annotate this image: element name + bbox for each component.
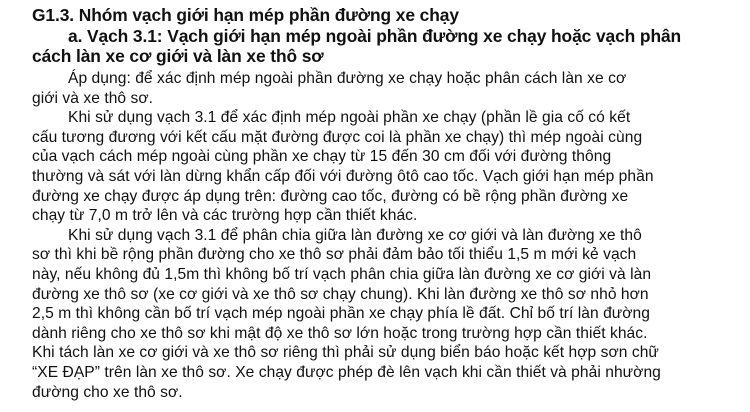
paragraph-line: chạy từ 7,0 m trở lên và các trường hợp cần thiết khác. (32, 207, 418, 225)
paragraph-line: Khi sử dụng vạch 3.1 để phân chia giữa làn đường xe cơ giới và làn đường xe thô (68, 226, 642, 244)
paragraph-line: sơ thì khi bề rộng phần đường cho xe thô sơ phải đảm bảo tối thiểu 1,5 m mới kẻ vạch (32, 246, 637, 264)
paragraph-lane-separation (32, 226, 736, 402)
paragraph-application (32, 69, 736, 108)
paragraph-edge-marking (32, 108, 736, 226)
paragraph-line: Áp dụng: để xác định mép ngoài phần đường xe chạy hoặc phân cách làn xe cơ (68, 70, 627, 87)
paragraph-line: đường xe chạy được áp dụng trên: đường cao tốc, đường có bề rộng phần đường xe (32, 187, 629, 205)
paragraph-line: dành riêng cho xe thô sơ khi mật độ xe thô sơ lớn hoặc trong trường hợp cần thiết khác. (32, 324, 648, 342)
subsection-heading-line: cách làn xe cơ giới và làn xe thô sơ (32, 46, 324, 66)
paragraph-line: Khi tách làn xe cơ giới và xe thô sơ riêng thì phải sử dụng biển báo hoặc kết hợp sơn chữ (32, 344, 659, 362)
section-heading: G1.3. Nhóm vạch giới hạn mép phần đường xe chạy (32, 5, 459, 25)
paragraph-line: đường cho xe thô sơ. (32, 383, 183, 401)
paragraph-line: đường xe thô sơ (xe cơ giới và xe thô sơ chạy chung). Khi làn đường xe thô sơ nhỏ hơn (32, 285, 649, 303)
paragraph-line: 2,5 m thì không cần bố trí vạch mép ngoài phần xe chạy phía lề đất. Chỉ bố trí làn đường (32, 305, 650, 323)
subsection-heading (32, 26, 736, 66)
paragraph-line: này, nếu không đủ 1,5m thì không bố trí vạch phân chia giữa làn đường xe cơ giới và làn (32, 265, 652, 283)
subsection-heading-line: a. Vạch 3.1: Vạch giới hạn mép ngoài phần đường xe chạy hoặc vạch phân (68, 26, 682, 46)
paragraph-line: Khi sử dụng vạch 3.1 để xác định mép ngoài phần xe chạy (phần lề gia cố có kết (68, 109, 631, 127)
paragraph-line: giới và xe thô sơ. (32, 89, 154, 107)
paragraph-line: cấu tương đương với kết cấu mặt đường được coi là phần xe chạy) thì mép ngoài cùng (32, 128, 643, 146)
paragraph-line: thường và sát với làn dừng khẩn cấp đối với đường ôtô cao tốc. Vạch giới hạn mép phần (32, 167, 654, 185)
paragraph-line: “XE ĐẠP” trên làn xe thô sơ. Xe chạy được phép đè lên vạch khi cần thiết và phải nhường (32, 363, 661, 381)
paragraph-line: của vạch cách mép ngoài cùng phần xe chạy từ 15 đến 30 cm đối với đường thông (32, 148, 612, 166)
